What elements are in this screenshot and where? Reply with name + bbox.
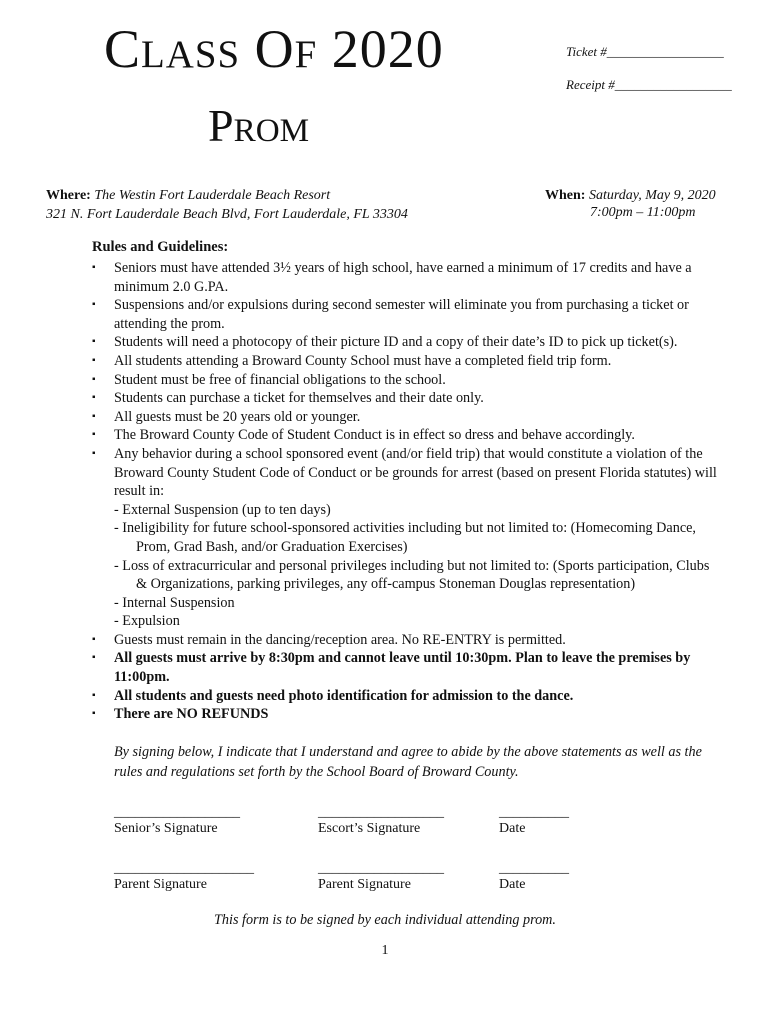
escort-signature-line[interactable]: __________________ xyxy=(318,805,444,820)
parent-signature-label-2: Parent Signature xyxy=(318,877,411,892)
when-date: Saturday, May 9, 2020 xyxy=(588,188,716,203)
rule-item xyxy=(92,259,722,296)
bullet-icon: ▪ xyxy=(92,689,96,701)
rule-text: All students and guests need photo identification for admission to the dance. xyxy=(114,687,574,704)
date-line-1[interactable]: __________ xyxy=(499,805,569,820)
bullet-icon: ▪ xyxy=(92,652,96,664)
rule-text: All guests must arrive by 8:30pm and cannot leave until 10:30pm. Plan to leave the premises by 11:00pm. xyxy=(114,650,691,686)
rule-text: All students attending a Broward County School must have a completed field trip form. xyxy=(114,352,612,369)
rules-heading: Rules and Guidelines: xyxy=(92,239,229,255)
bullet-icon: ▪ xyxy=(92,262,96,273)
rule-item xyxy=(92,687,722,706)
event-location xyxy=(46,186,408,224)
senior-signature-label: Senior’s Signature xyxy=(114,821,218,836)
ticket-number-field[interactable]: Ticket #__________________ xyxy=(566,44,724,59)
date-label-2: Date xyxy=(499,877,526,892)
rule-text: The Broward County Code of Student Conduct is in effect so dress and behave accordingly. xyxy=(114,427,635,444)
when-label: When: xyxy=(545,188,586,203)
receipt-number-field[interactable]: Receipt #__________________ xyxy=(566,77,732,92)
bullet-icon: ▪ xyxy=(92,429,96,441)
consequence-item: - Expulsion xyxy=(114,613,180,630)
where-label: Where: xyxy=(46,188,91,203)
rule-text: There are NO REFUNDS xyxy=(114,706,269,723)
event-date xyxy=(545,186,716,205)
rule-item xyxy=(92,631,722,650)
bullet-icon: ▪ xyxy=(92,633,96,645)
page-title: CLASS OF 2020 xyxy=(104,19,444,79)
rule-item xyxy=(92,389,722,408)
rule-item xyxy=(92,426,722,445)
consequence-item: - Loss of extracurricular and personal privileges including but not limited to: (Sports participation, Clubs & Organizations, parking privileges, any off-campus Stoneman Douglas representation) xyxy=(114,557,710,593)
parent-signature-line-1[interactable]: ____________________ xyxy=(114,861,254,876)
bullet-icon: ▪ xyxy=(92,299,96,311)
parent-signature-line-2[interactable]: __________________ xyxy=(318,861,444,876)
rule-text: Students will need a photocopy of their picture ID and a copy of their date’s ID to pick up ticket(s). xyxy=(114,334,678,351)
where-address: 321 N. Fort Lauderdale Beach Blvd, Fort Lauderdale, FL 33304 xyxy=(46,207,408,222)
rule-text: All guests must be 20 years old or younger. xyxy=(114,408,361,425)
rule-item xyxy=(92,445,722,501)
consequence-item: - Ineligibility for future school-sponsored activities including but not limited to: (Homecoming Dance, Prom, Grad Bash, and/or Graduation Exercises) xyxy=(114,520,696,555)
bullet-icon: ▪ xyxy=(92,336,96,348)
event-time: 7:00pm – 11:00pm xyxy=(590,205,696,220)
senior-signature-line[interactable]: __________________ xyxy=(114,805,240,820)
bullet-icon: ▪ xyxy=(92,708,96,720)
rule-item xyxy=(92,333,722,352)
date-label-1: Date xyxy=(499,821,526,836)
agreement-statement: By signing below, I indicate that I understand and agree to abide by the above statements as well as the rules and regulations set forth by the School Board of Broward County. xyxy=(114,744,702,780)
parent-signature-label-1: Parent Signature xyxy=(114,877,207,892)
rule-item xyxy=(92,705,722,724)
where-venue: The Westin Fort Lauderdale Beach Resort xyxy=(94,188,331,203)
rule-item xyxy=(92,296,722,333)
rule-item xyxy=(92,371,722,390)
consequence-item: - Internal Suspension xyxy=(114,594,235,611)
bullet-icon: ▪ xyxy=(92,373,96,385)
consequence-item: - External Suspension (up to ten days) xyxy=(114,501,331,518)
rule-item xyxy=(92,408,722,427)
date-line-2[interactable]: __________ xyxy=(499,861,569,876)
rule-text: Seniors must have attended 3½ years of high school, have earned a minimum of 17 credits and have a minimum 2.0 G.PA. xyxy=(114,260,692,295)
bullet-icon: ▪ xyxy=(92,410,96,422)
rule-item xyxy=(92,649,722,686)
rule-text: Students can purchase a ticket for themselves and their date only. xyxy=(114,390,484,407)
rule-text: Any behavior during a school sponsored event (and/or field trip) that would constitute a violation of the Broward County Student Code of Conduct or be grounds for arrest (based on present Florida statutes) will result in: xyxy=(114,445,717,500)
rule-text: Student must be free of financial obligations to the school. xyxy=(114,371,446,388)
rule-text: Guests must remain in the dancing/reception area. No RE-ENTRY is permitted. xyxy=(114,631,566,648)
page-subtitle: PROM xyxy=(208,100,310,151)
rules-list xyxy=(92,259,722,724)
escort-signature-label: Escort’s Signature xyxy=(318,821,421,836)
page-number: 1 xyxy=(381,943,389,958)
rule-text: Suspensions and/or expulsions during second semester will eliminate you from purchasing a ticket or attending the prom. xyxy=(114,297,689,332)
bullet-icon: ▪ xyxy=(92,447,96,459)
rule-item xyxy=(92,352,722,371)
bullet-icon: ▪ xyxy=(92,354,96,366)
bullet-icon: ▪ xyxy=(92,392,96,404)
footer-note: This form is to be signed by each individual attending prom. xyxy=(214,912,556,928)
